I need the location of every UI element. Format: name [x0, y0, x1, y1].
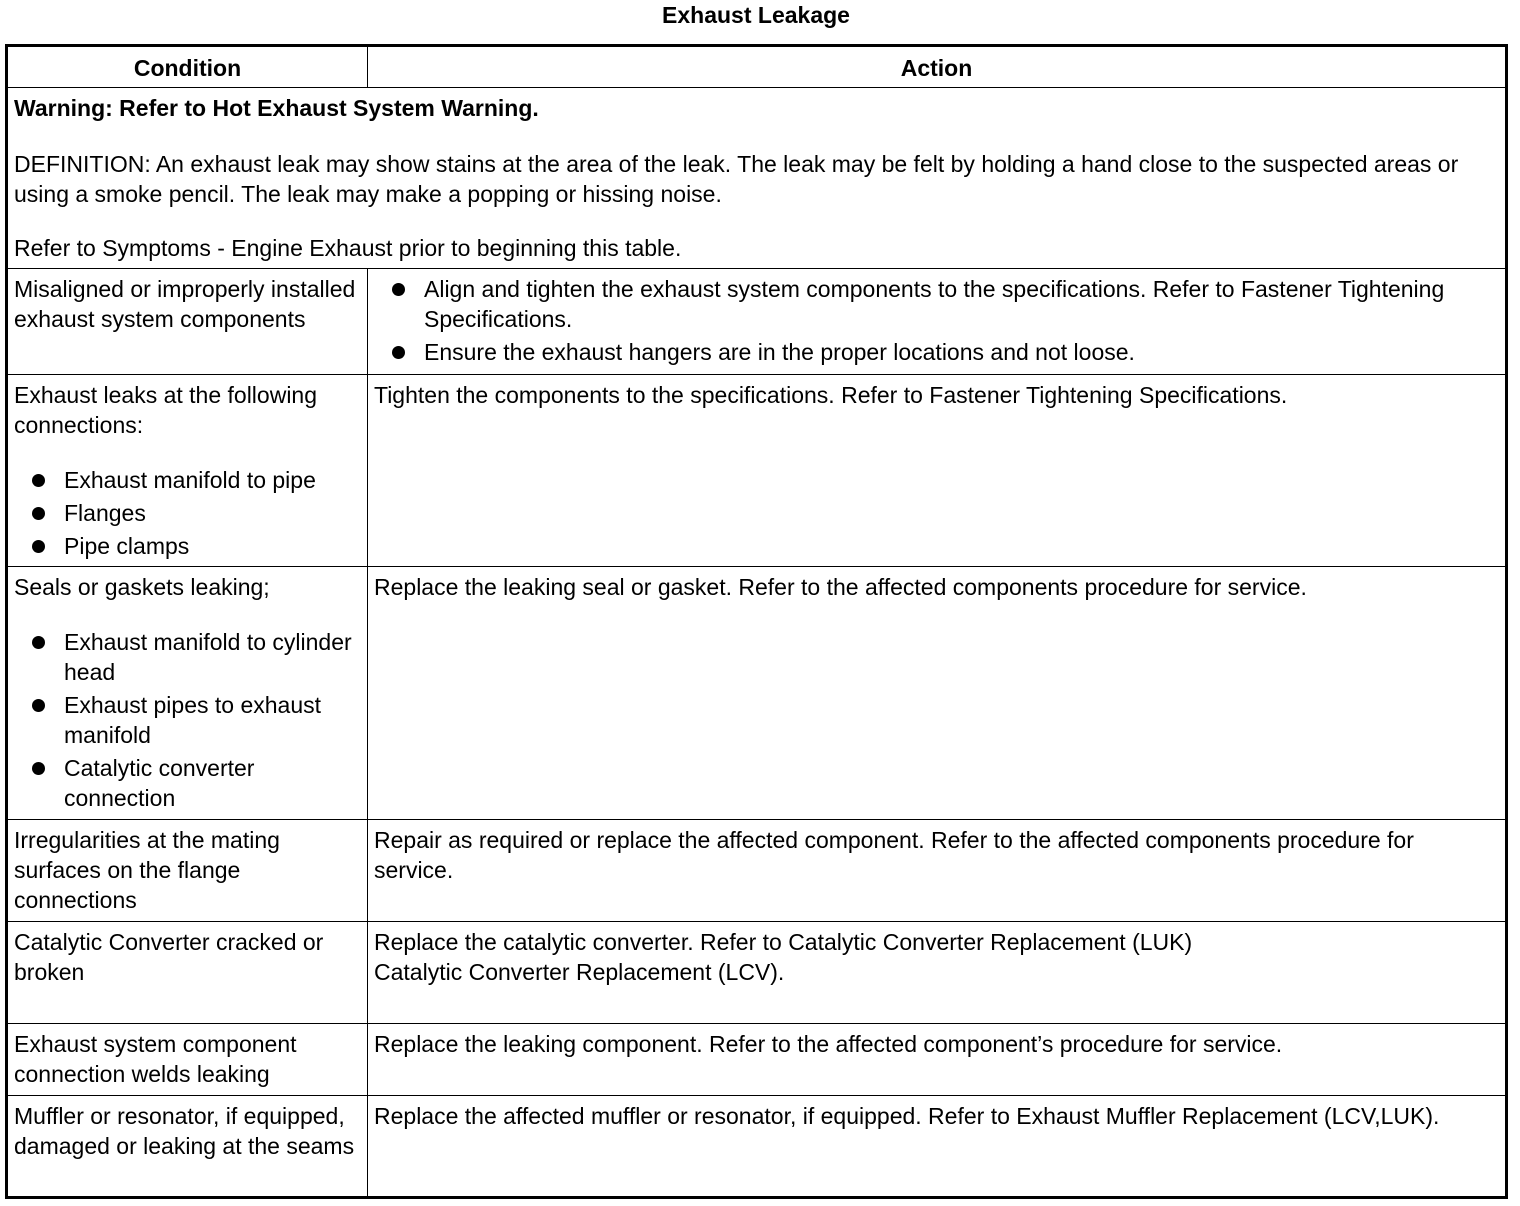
list-item: Pipe clamps: [14, 531, 361, 561]
condition-cell: [7, 375, 368, 567]
action-cell: Replace the affected muffler or resonator, if equipped. Refer to Exhaust Muffler Replacement (LCV,LUK).: [368, 1096, 1507, 1198]
table-row: [7, 567, 1507, 820]
list-item: Exhaust pipes to exhaust manifold: [14, 690, 361, 750]
table-row: [7, 375, 1507, 567]
intro-cell: [7, 88, 1507, 269]
action-cell: Tighten the components to the specifications. Refer to Fastener Tightening Specifications.: [368, 375, 1507, 567]
table-row: [7, 269, 1507, 375]
condition-cell: Misaligned or improperly installed exhaust system components: [7, 269, 368, 375]
warning-text: Warning: Refer to Hot Exhaust System Warning.: [14, 95, 539, 121]
table-row: [7, 1096, 1507, 1198]
action-bullet-list: [374, 274, 1499, 367]
action-cell: Replace the leaking component. Refer to the affected component’s procedure for service.: [368, 1024, 1507, 1096]
condition-bullet-list: [14, 627, 361, 813]
action-line: Catalytic Converter Replacement (LCV).: [374, 959, 785, 985]
intro-row: [7, 88, 1507, 269]
action-cell: [368, 922, 1507, 1024]
condition-cell: [7, 567, 368, 820]
condition-cell: Muffler or resonator, if equipped, damaged or leaking at the seams: [7, 1096, 368, 1198]
list-item: Ensure the exhaust hangers are in the proper locations and not loose.: [374, 337, 1499, 367]
action-cell: Repair as required or replace the affected component. Refer to the affected components procedure for service.: [368, 820, 1507, 922]
condition-text: Exhaust leaks at the following connections:: [14, 382, 318, 438]
action-cell: Replace the leaking seal or gasket. Refer to the affected components procedure for service.: [368, 567, 1507, 820]
refer-text: Refer to Symptoms - Engine Exhaust prior to beginning this table.: [14, 235, 682, 261]
action-line: Replace the catalytic converter. Refer to Catalytic Converter Replacement (LUK): [374, 929, 1193, 955]
table-row: [7, 820, 1507, 922]
table-header-row: [7, 46, 1507, 88]
list-item: Align and tighten the exhaust system components to the specifications. Refer to Fastener Tightening Specifications.: [374, 274, 1499, 334]
condition-bullet-list: [14, 465, 361, 561]
table-row: [7, 922, 1507, 1024]
column-header-action: Action: [368, 46, 1507, 88]
list-item: Exhaust manifold to pipe: [14, 465, 361, 495]
condition-cell: Exhaust system component connection welds leaking: [7, 1024, 368, 1096]
definition-text: DEFINITION: An exhaust leak may show stains at the area of the leak. The leak may be felt by holding a hand close to the suspected areas or using a smoke pencil. The leak may make a popping or hissing noise.: [14, 151, 1459, 207]
list-item: Catalytic converter connection: [14, 753, 361, 813]
list-item: Flanges: [14, 498, 361, 528]
table-row: [7, 1024, 1507, 1096]
page-title: Exhaust Leakage: [662, 2, 850, 28]
condition-cell: Catalytic Converter cracked or broken: [7, 922, 368, 1024]
list-item: Exhaust manifold to cylinder head: [14, 627, 361, 687]
diagnostic-table: [5, 44, 1508, 1199]
condition-text: Seals or gaskets leaking;: [14, 574, 270, 600]
action-cell: [368, 269, 1507, 375]
column-header-condition: Condition: [7, 46, 368, 88]
condition-cell: Irregularities at the mating surfaces on the flange connections: [7, 820, 368, 922]
